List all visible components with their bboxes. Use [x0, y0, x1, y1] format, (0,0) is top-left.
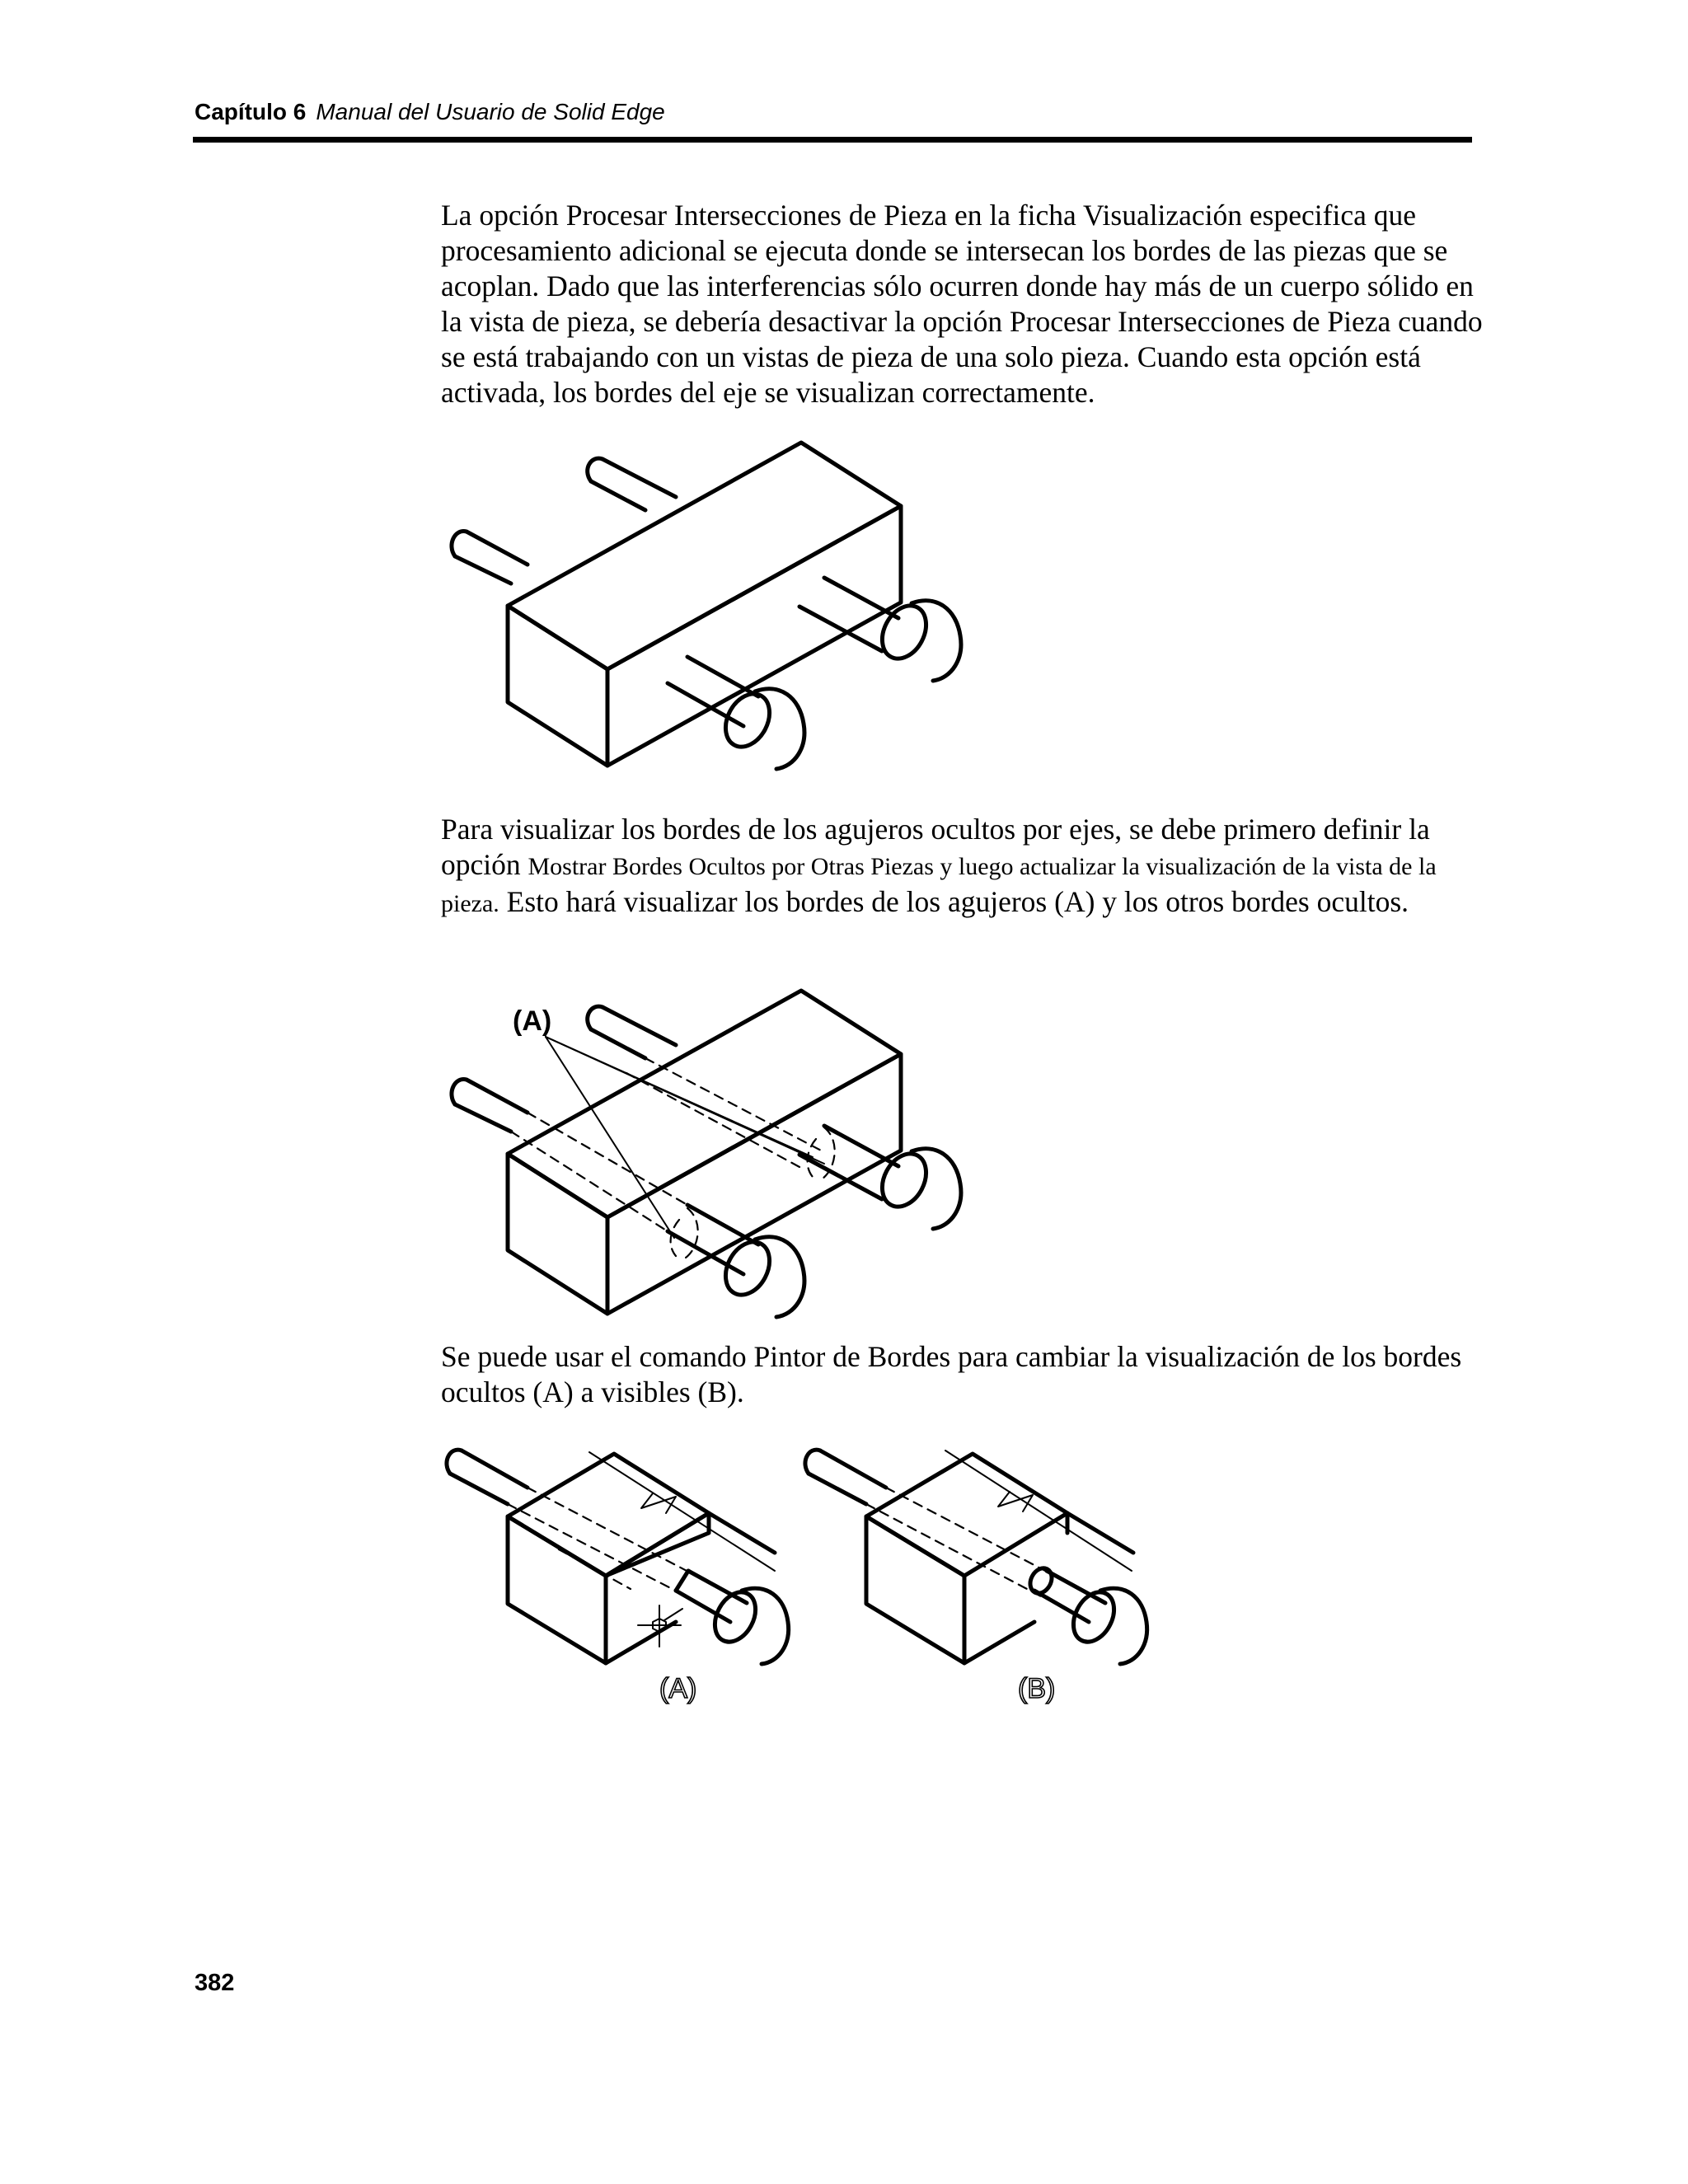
shaft-back-left: [588, 458, 676, 510]
hidden-edges: [508, 1488, 709, 1597]
paragraph-edge-painter: Se puede usar el comando Pintor de Bordes para cambiar la visualización de los bordes ocultos (A) a visibles (B).: [441, 1340, 1462, 1408]
shaft-left: [452, 531, 528, 583]
header-rule: [193, 137, 1472, 143]
shaft-left: [805, 1450, 886, 1504]
shaft-back-left: [588, 1006, 676, 1058]
shaft-front: [668, 1205, 804, 1317]
shaft-front: [668, 657, 804, 769]
figure-edge-painter-a: [437, 1434, 841, 1714]
paragraph-hidden-edges-end: Esto hará visualizar los bordes de los agujeros (A) y los otros bordes ocultos.: [499, 885, 1409, 918]
paragraph-hidden-edges: [441, 812, 1488, 921]
figure-edge-painter-b: [795, 1434, 1183, 1714]
hidden-edges: [866, 1488, 1067, 1597]
label-b: (B): [1018, 1673, 1056, 1704]
figure-hidden-holes: [437, 981, 981, 1335]
chapter-label: Capítulo 6: [195, 99, 307, 124]
shaft-left: [447, 1450, 528, 1504]
paragraph-hidden-edges-small: Mostrar Bordes Ocultos por Otras Piezas y luego actualizar la visualización de la vista de la pieza.: [441, 853, 1437, 917]
shaft-left: [452, 1079, 528, 1132]
shaft-front: [1026, 1564, 1147, 1664]
running-header: [195, 97, 665, 127]
label-a: (A): [513, 1005, 552, 1037]
shaft-right-front: [799, 578, 961, 681]
block-body: [508, 443, 901, 766]
paragraph-intersections: La opción Procesar Intersecciones de Pieza en la ficha Visualización especifica que procesamiento adicional se ejecuta donde se intersecan los bordes de las piezas que se acoplan. Dado que las interferencias sólo ocurren donde hay más de un cuerpo sólido en la vista de pieza, se debería desactivar la opción Procesar Intersecciones de Pieza cuando se está trabajando con un vistas de pieza de una solo pieza. Cuando esta opción está activada, los bordes del eje se visualizan correctamente.: [441, 199, 1483, 409]
figure-block-shafts: [437, 433, 981, 787]
page-number: 382: [195, 1970, 235, 1996]
leader-lines: [546, 1037, 824, 1238]
shaft-front: [676, 1571, 789, 1664]
paragraph-hidden-edges-start: Para visualizar los bordes de los agujeros ocultos por ejes, se debe primero definir la opción: [441, 813, 1430, 881]
break-line: [945, 1451, 1132, 1571]
book-title: Manual del Usuario de Solid Edge: [316, 99, 665, 124]
break-line: [589, 1452, 775, 1571]
label-a: (A): [659, 1673, 697, 1704]
block-body: [508, 991, 901, 1314]
hidden-edges: [511, 1058, 835, 1258]
